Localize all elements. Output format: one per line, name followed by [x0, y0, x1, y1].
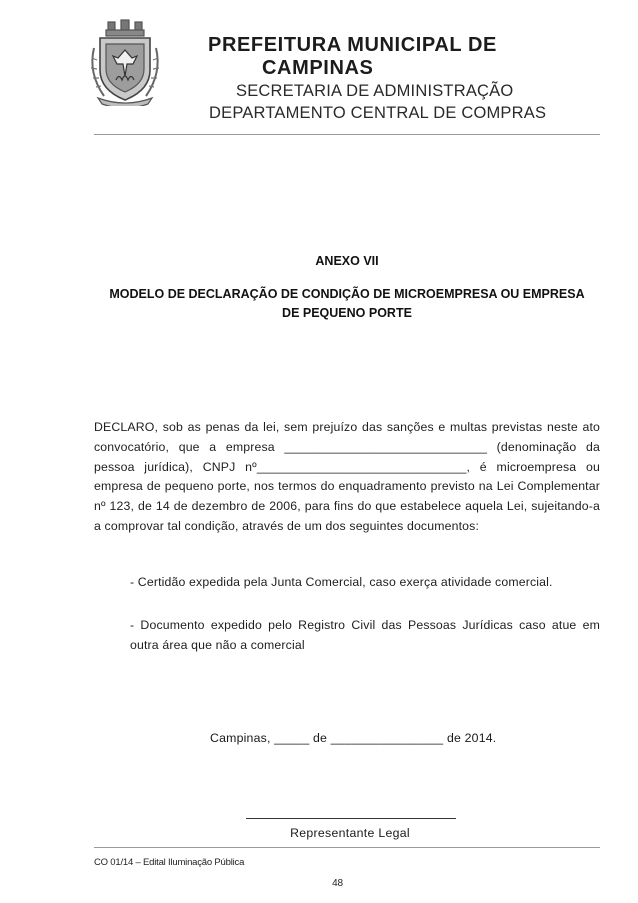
footer-reference: CO 01/14 – Edital Iluminação Pública: [94, 857, 245, 868]
header-secretaria: SECRETARIA DE ADMINISTRAÇÃO: [236, 82, 514, 100]
signature-line: [246, 818, 456, 819]
signature-label: Representante Legal: [290, 826, 410, 840]
header-title-line1: PREFEITURA MUNICIPAL DE: [208, 34, 497, 56]
document-item-1: - Certidão expedida pela Junta Comercial, caso exerça atividade comercial.: [130, 575, 553, 589]
header-divider: [94, 134, 600, 135]
declaration-text: DECLARO, sob as penas da lei, sem prejuízo das sanções e multas previstas neste ato convocatório, que a empresa _____________________________ (denominação da pessoa jurídica), CNPJ nº______________________________, é microempresa ou empresa de pequeno porte, nos termos do enquadramento previsto na Lei Complementar nº 123, de 14 de dezembro de 2006, para fins do que estabelece aquela Lei, sujeitando-a a comprovar tal condição, através de um dos seguintes documentos:: [94, 420, 600, 533]
footer-divider: [94, 847, 600, 848]
header-title-line2: CAMPINAS: [262, 57, 374, 79]
annex-label: ANEXO VII: [315, 254, 379, 268]
header-departamento: DEPARTAMENTO CENTRAL DE COMPRAS: [209, 104, 547, 122]
page-number: 48: [332, 878, 343, 889]
declaration-paragraph: [94, 418, 600, 537]
annex-title-line2: DE PEQUENO PORTE: [282, 306, 412, 320]
document-item-2: - Documento expedido pelo Registro Civil das Pessoas Jurídicas caso atue em outra área que não a comercial: [130, 618, 600, 652]
date-line: Campinas, _____ de ________________ de 2014.: [210, 731, 497, 745]
annex-title-line1: MODELO DE DECLARAÇÃO DE CONDIÇÃO DE MICROEMPRESA OU EMPRESA: [109, 287, 585, 301]
